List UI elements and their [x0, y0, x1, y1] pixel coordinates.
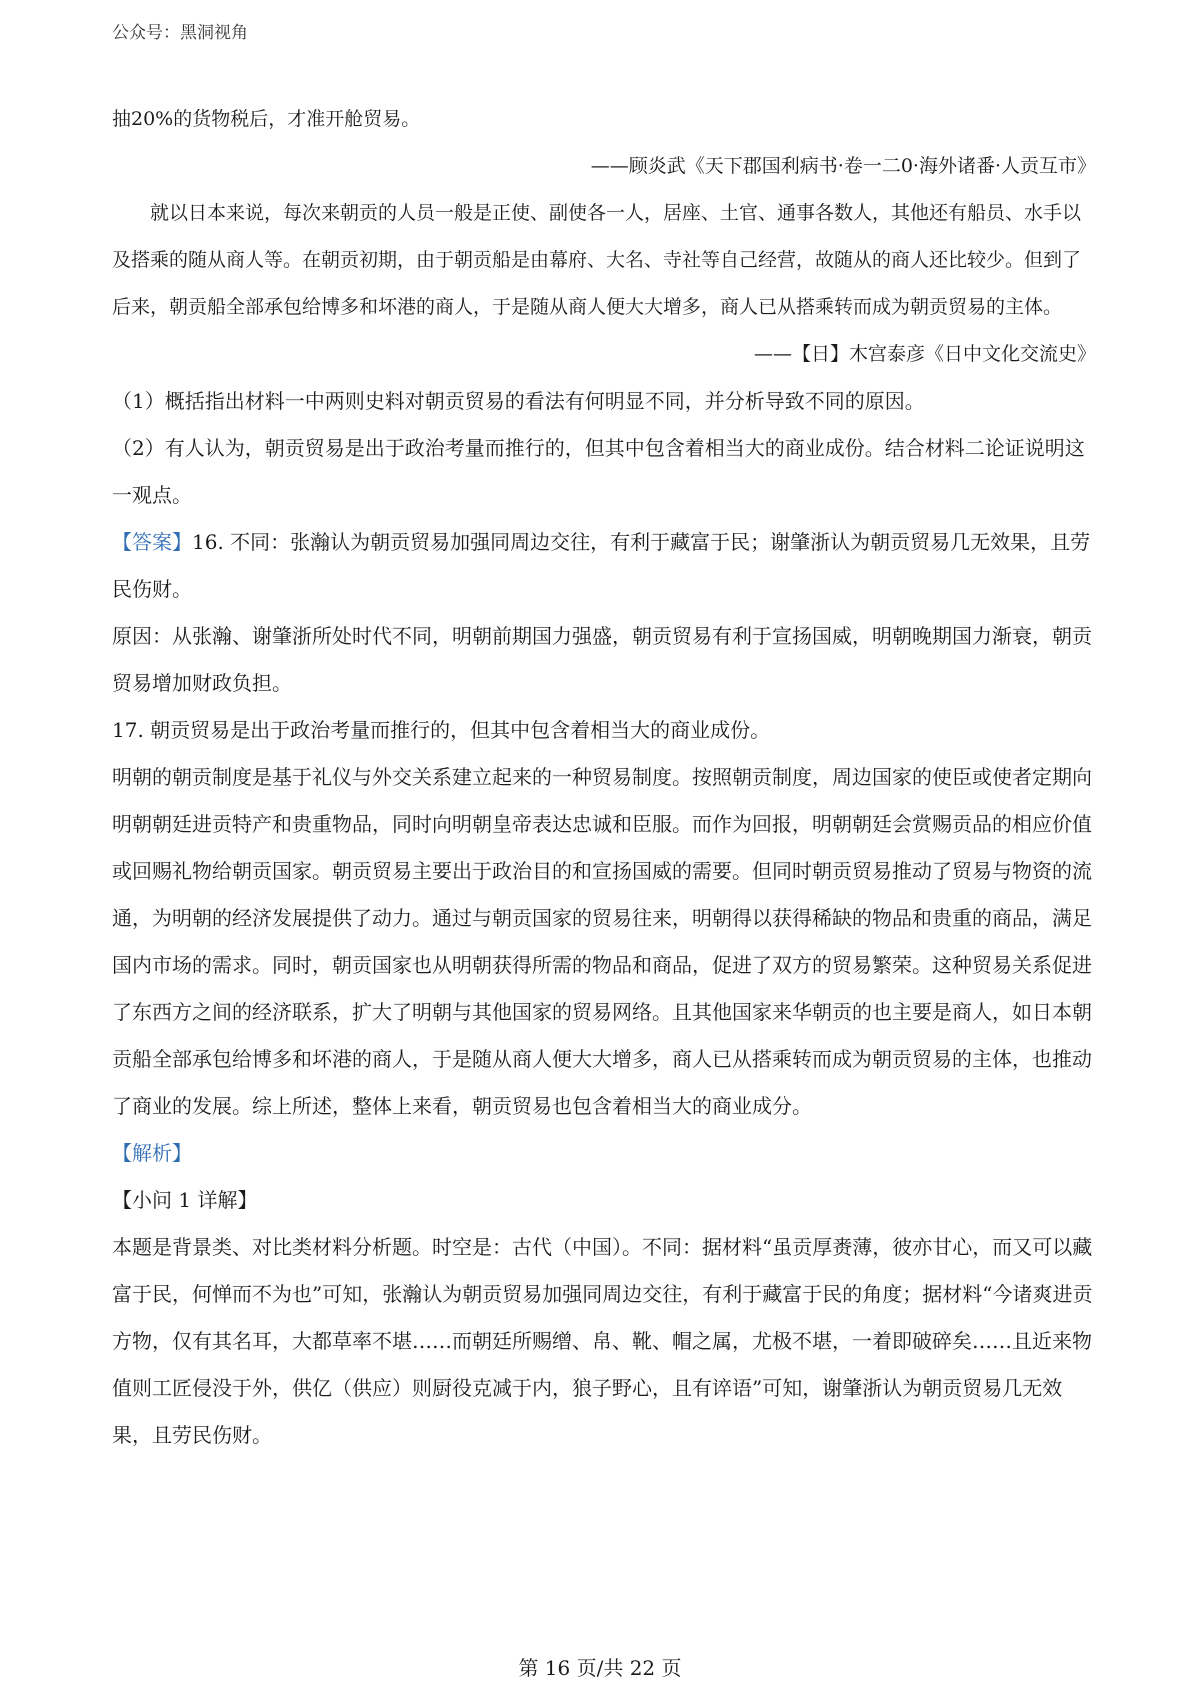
quote-source: ——【日】木宫泰彦《日中文化交流史》 — [753, 343, 1096, 365]
question-2: （2）有人认为，朝贡贸易是出于政治考量而推行的，但其中包含着相当大的商业成份。结合材料二论证说明这一观点。 — [112, 436, 1085, 507]
quote-line: 抽20%的货物税后，才准开舱贸易。 — [112, 108, 421, 130]
sub-question-heading: 【小问 1 详解】 — [112, 1188, 258, 1212]
question-1: （1）概括指出材料一中两则史料对朝贡贸易的看法有何明显不同，并分析导致不同的原因。 — [112, 389, 925, 413]
answer-17-title: 17. 朝贡贸易是出于政治考量而推行的，但其中包含着相当大的商业成份。 — [112, 718, 771, 742]
answer-tag: 【答案】 — [112, 530, 192, 554]
answer-16-text: 16. 不同：张瀚认为朝贡贸易加强同周边交往，有利于藏富于民；谢肇浙认为朝贡贸易几无效果，且劳民伤财。 — [112, 530, 1091, 601]
analysis-tag: 【解析】 — [112, 1141, 192, 1165]
page-number: 第 16 页/共 22 页 — [518, 1656, 682, 1680]
answer-16-reason: 原因：从张瀚、谢肇浙所处时代不同，明朝前期国力强盛，朝贡贸易有利于宣扬国威，明朝晚期国力渐衰，朝贡贸易增加财政负担。 — [112, 624, 1092, 695]
answer-17-body: 明朝的朝贡制度是基于礼仪与外交关系建立起来的一种贸易制度。按照朝贡制度，周边国家的使臣或使者定期向明朝朝廷进贡特产和贵重物品，同时向明朝皇帝表达忠诚和臣服。而作为回报，明朝朝廷会赏赐贡品的相应价值或回赐礼物给朝贡国家。朝贡贸易主要出于政治目的和宣扬国威的需要。但同时朝贡贸易推动了贸易与物资的流通，为明朝的经济发展提供了动力。通过与朝贡国家的贸易往来，明朝得以获得稀缺的物品和贵重的商品，满足国内市场的需求。同时，朝贡国家也从明朝获得所需的物品和商品，促进了双方的贸易繁荣。这种贸易关系促进了东西方之间的经济联系，扩大了明朝与其他国家的贸易网络。且其他国家来华朝贡的也主要是商人，如日本朝贡船全部承包给博多和坏港的商人，于是随从商人便大大增多，商人已从搭乘转而成为朝贡贸易的主体，也推动了商业的发展。综上所述，整体上来看，朝贡贸易也包含着相当大的商业成分。 — [112, 765, 1092, 1118]
page-header: 公众号：黑洞视角 — [112, 23, 248, 43]
document-body — [112, 96, 1096, 1459]
quote-paragraph: 就以日本来说，每次来朝贡的人员一般是正使、副使各一人，居座、土官、通事各数人，其他还有船员、水手以及搭乘的随从商人等。在朝贡初期，由于朝贡船是由幕府、大名、寺社等自己经营，故随从的商人还比较少。但到了后来，朝贡船全部承包给博多和坏港的商人，于是随从商人便大大增多，商人已从搭乘转而成为朝贡贸易的主体。 — [112, 202, 1082, 318]
analysis-body: 本题是背景类、对比类材料分析题。时空是：古代（中国）。不同：据材料“虽贡厚赉薄，彼亦甘心，而又可以藏富于民，何惮而不为也”可知，张瀚认为朝贡贸易加强同周边交往，有利于藏富于民的角度；据材料“今诸爽进贡方物，仅有其名耳，大都草率不堪……而朝廷所赐缯、帛、靴、帽之属，尤极不堪，一着即破碎矣……且近来物值则工匠侵没于外，供亿（供应）则厨役克减于内，狼子野心，且有谇语”可知，谢肇浙认为朝贡贸易几无效果，且劳民伤财。 — [112, 1235, 1093, 1447]
material-quote — [112, 96, 1096, 378]
quote-source: ——顾炎武《天下郡国利病书·卷一二0·海外诸番·人贡互市》 — [590, 155, 1096, 177]
answer-16 — [112, 519, 1096, 613]
